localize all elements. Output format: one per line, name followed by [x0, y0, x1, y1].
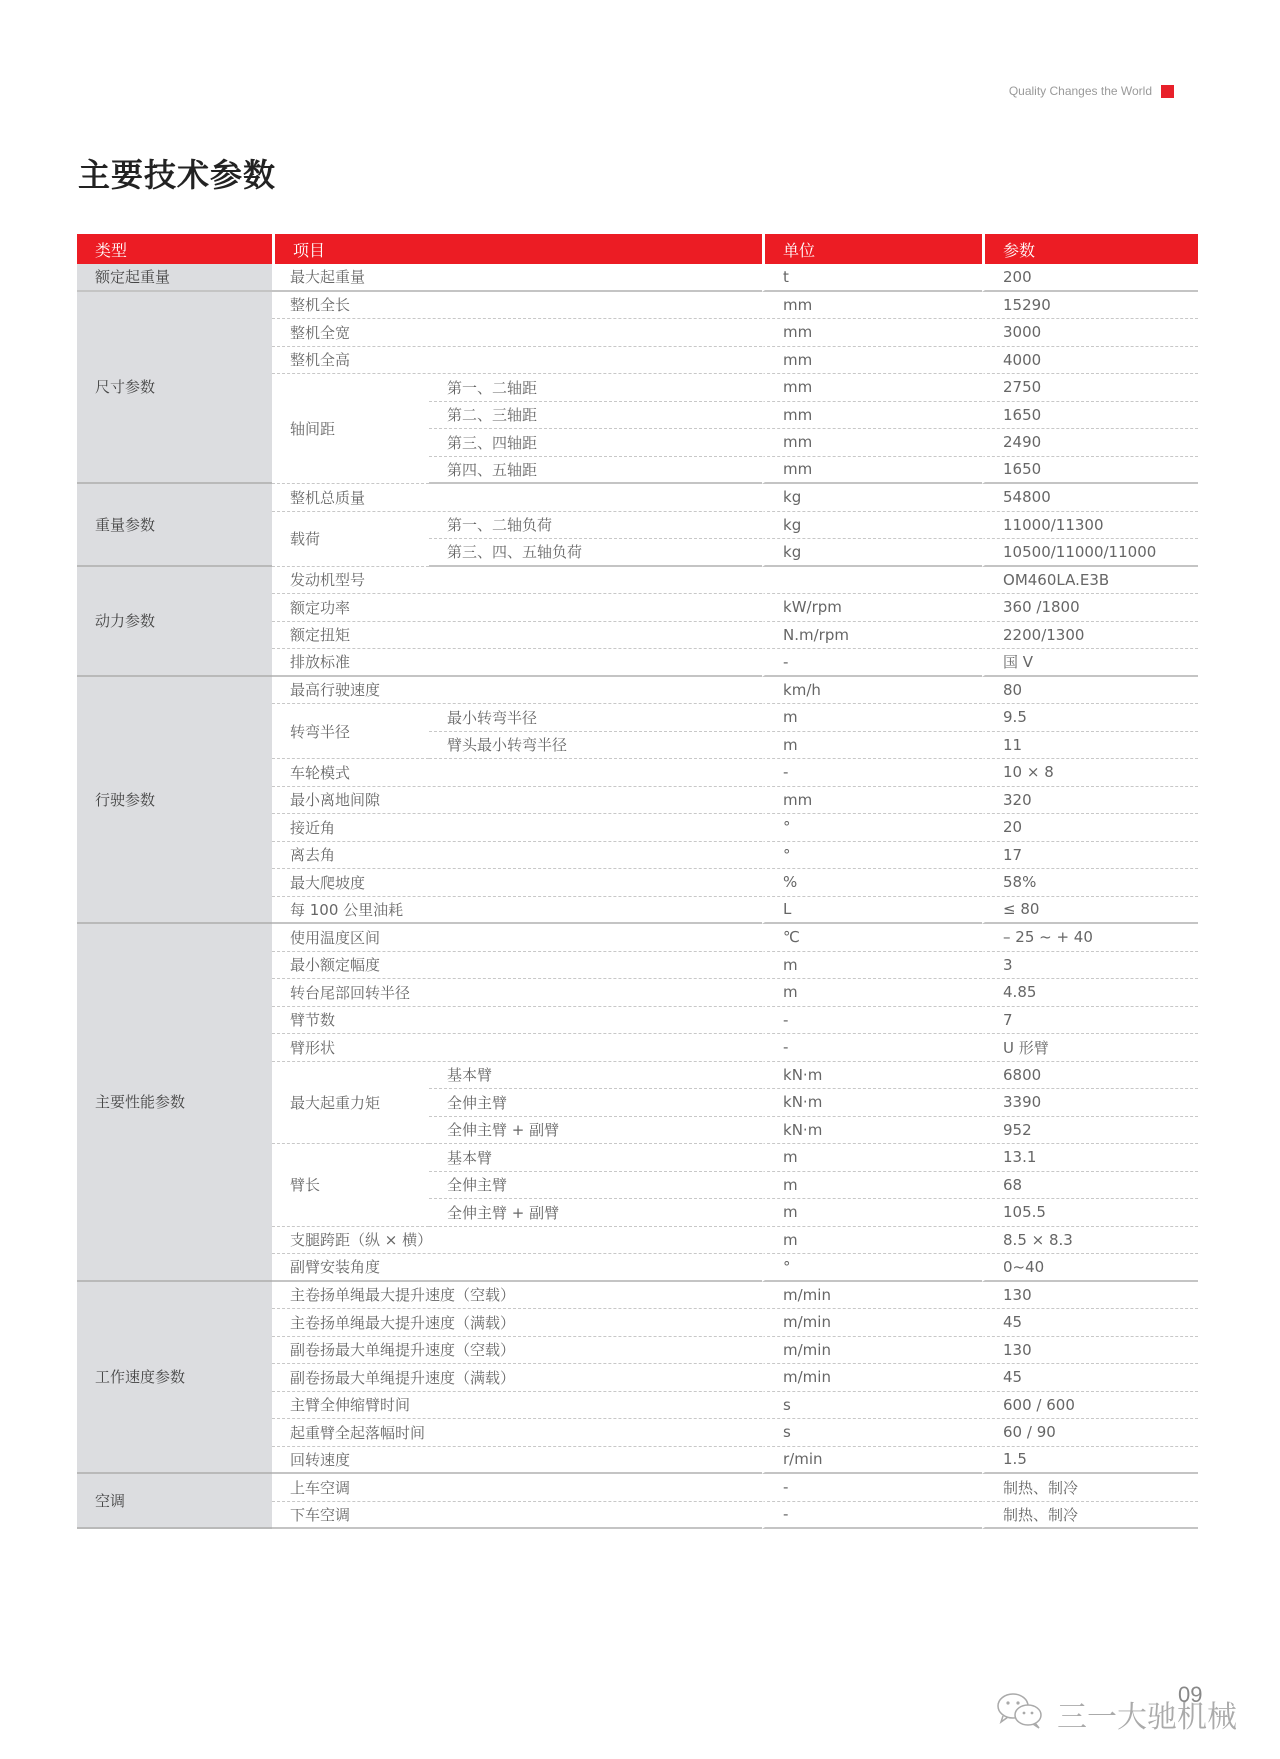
unit-cell: m: [762, 952, 982, 980]
unit-cell: kg: [762, 539, 982, 567]
value-cell: U 形臂: [982, 1034, 1198, 1062]
brand-name: 三一大驰机械: [1057, 1700, 1237, 1735]
value-cell: 200: [982, 264, 1198, 292]
value-cell: 13.1: [982, 1144, 1198, 1172]
value-cell: 60 / 90: [982, 1419, 1198, 1447]
value-cell: 10500/11000/11000: [982, 539, 1198, 567]
value-cell: 45: [982, 1364, 1198, 1392]
value-cell: 1650: [982, 457, 1198, 485]
footer-logo: [995, 1682, 1237, 1738]
sub-item-cell: 基本臂: [429, 1062, 762, 1090]
spec-table: [77, 234, 1198, 1529]
value-cell: ≤ 80: [982, 897, 1198, 925]
sub-item-cell: 第一、二轴负荷: [429, 512, 762, 540]
item-cell: 副卷扬最大单绳提升速度（满载）: [272, 1364, 762, 1392]
item-cell: 发动机型号: [272, 567, 762, 595]
value-cell: 10 × 8: [982, 759, 1198, 787]
unit-cell: m: [762, 704, 982, 732]
column-header-type: 类型: [77, 234, 272, 264]
item-cell: 接近角: [272, 814, 762, 842]
unit-cell: m: [762, 1144, 982, 1172]
unit-cell: t: [762, 264, 982, 292]
value-cell: 20: [982, 814, 1198, 842]
unit-cell: -: [762, 759, 982, 787]
item-cell: 上车空调: [272, 1474, 762, 1502]
unit-cell: °: [762, 842, 982, 870]
item-cell: 臂节数: [272, 1007, 762, 1035]
value-cell: 58%: [982, 869, 1198, 897]
value-cell: 1.5: [982, 1447, 1198, 1475]
column-header-item: 项目: [272, 234, 762, 264]
value-cell: 2750: [982, 374, 1198, 402]
page-number: 09: [1178, 1682, 1203, 1707]
value-cell: 6800: [982, 1062, 1198, 1090]
unit-cell: ℃: [762, 924, 982, 952]
value-cell: 45: [982, 1309, 1198, 1337]
item-cell: 下车空调: [272, 1502, 762, 1530]
unit-cell: mm: [762, 402, 982, 430]
page-title: 主要技术参数: [78, 156, 277, 194]
value-cell: 130: [982, 1337, 1198, 1365]
unit-cell: -: [762, 1474, 982, 1502]
item-cell: 最大起重量: [272, 264, 762, 292]
unit-cell: °: [762, 814, 982, 842]
value-cell: 15290: [982, 292, 1198, 320]
unit-cell: mm: [762, 292, 982, 320]
unit-cell: °: [762, 1254, 982, 1282]
table-row: [77, 1474, 1198, 1502]
unit-cell: L: [762, 897, 982, 925]
item-cell: 载荷: [272, 512, 429, 567]
table-row: [77, 567, 1198, 595]
item-cell: 臂形状: [272, 1034, 762, 1062]
item-cell: 轴间距: [272, 374, 429, 484]
sub-item-cell: 第二、三轴距: [429, 402, 762, 430]
item-cell: 支腿跨距（纵 × 横）: [272, 1227, 762, 1255]
category-cell: 行驶参数: [77, 677, 272, 925]
sub-item-cell: 最小转弯半径: [429, 704, 762, 732]
item-cell: 离去角: [272, 842, 762, 870]
unit-cell: m/min: [762, 1309, 982, 1337]
value-cell: 4.85: [982, 979, 1198, 1007]
table-row: [77, 677, 1198, 705]
unit-cell: m: [762, 732, 982, 760]
item-cell: 副卷扬最大单绳提升速度（空载）: [272, 1337, 762, 1365]
unit-cell: m: [762, 1172, 982, 1200]
unit-cell: kN·m: [762, 1089, 982, 1117]
value-cell: 1650: [982, 402, 1198, 430]
value-cell: 105.5: [982, 1199, 1198, 1227]
value-cell: 11: [982, 732, 1198, 760]
value-cell: – 25 ~ + 40: [982, 924, 1198, 952]
table-row: [77, 924, 1198, 952]
unit-cell: -: [762, 1007, 982, 1035]
value-cell: 3390: [982, 1089, 1198, 1117]
wechat-icon: [995, 1690, 1047, 1738]
category-cell: 主要性能参数: [77, 924, 272, 1282]
value-cell: 17: [982, 842, 1198, 870]
tagline: [1009, 84, 1174, 98]
value-cell: 2490: [982, 429, 1198, 457]
value-cell: OM460LA.E3B: [982, 567, 1198, 595]
unit-cell: m/min: [762, 1364, 982, 1392]
sub-item-cell: 第三、四、五轴负荷: [429, 539, 762, 567]
value-cell: 2200/1300: [982, 622, 1198, 650]
item-cell: 额定功率: [272, 594, 762, 622]
value-cell: 952: [982, 1117, 1198, 1145]
sub-item-cell: 基本臂: [429, 1144, 762, 1172]
value-cell: 制热、制冷: [982, 1474, 1198, 1502]
tagline-text: Quality Changes the World: [1008, 84, 1152, 98]
table-row: [77, 292, 1198, 320]
sub-item-cell: 全伸主臂: [429, 1172, 762, 1200]
value-cell: 600 / 600: [982, 1392, 1198, 1420]
unit-cell: kg: [762, 484, 982, 512]
unit-cell: m: [762, 979, 982, 1007]
item-cell: 整机全高: [272, 347, 762, 375]
category-cell: 额定起重量: [77, 264, 272, 292]
value-cell: 320: [982, 787, 1198, 815]
value-cell: 360 /1800: [982, 594, 1198, 622]
unit-cell: kN·m: [762, 1117, 982, 1145]
unit-cell: %: [762, 869, 982, 897]
item-cell: 最小离地间隙: [272, 787, 762, 815]
item-cell: 每 100 公里油耗: [272, 897, 762, 925]
value-cell: 3: [982, 952, 1198, 980]
column-header-unit: 单位: [762, 234, 982, 264]
item-cell: 主卷扬单绳最大提升速度（空载）: [272, 1282, 762, 1310]
unit-cell: m/min: [762, 1337, 982, 1365]
value-cell: 130: [982, 1282, 1198, 1310]
item-cell: 起重臂全起落幅时间: [272, 1419, 762, 1447]
category-cell: 工作速度参数: [77, 1282, 272, 1475]
unit-cell: mm: [762, 374, 982, 402]
item-cell: 车轮模式: [272, 759, 762, 787]
value-cell: 11000/11300: [982, 512, 1198, 540]
value-cell: 0~40: [982, 1254, 1198, 1282]
table-row: [77, 264, 1198, 292]
item-cell: 使用温度区间: [272, 924, 762, 952]
unit-cell: mm: [762, 347, 982, 375]
item-cell: 最高行驶速度: [272, 677, 762, 705]
table-header-row: [77, 234, 1198, 264]
unit-cell: kW/rpm: [762, 594, 982, 622]
item-cell: 排放标准: [272, 649, 762, 677]
item-cell: 整机全长: [272, 292, 762, 320]
unit-cell: mm: [762, 429, 982, 457]
unit-cell: kg: [762, 512, 982, 540]
item-cell: 最大爬坡度: [272, 869, 762, 897]
value-cell: 3000: [982, 319, 1198, 347]
sub-item-cell: 全伸主臂 + 副臂: [429, 1117, 762, 1145]
value-cell: 68: [982, 1172, 1198, 1200]
column-header-value: 参数: [982, 234, 1198, 264]
item-cell: 回转速度: [272, 1447, 762, 1475]
value-cell: 4000: [982, 347, 1198, 375]
unit-cell: mm: [762, 787, 982, 815]
table-row: [77, 1282, 1198, 1310]
value-cell: 国 V: [982, 649, 1198, 677]
sub-item-cell: 第三、四轴距: [429, 429, 762, 457]
unit-cell: m/min: [762, 1282, 982, 1310]
item-cell: 主臂全伸缩臂时间: [272, 1392, 762, 1420]
sub-item-cell: 第四、五轴距: [429, 457, 762, 485]
spec-table-body: [77, 264, 1198, 1529]
item-cell: 副臂安装角度: [272, 1254, 762, 1282]
item-cell: 臂长: [272, 1144, 429, 1227]
item-cell: 整机全宽: [272, 319, 762, 347]
item-cell: 转台尾部回转半径: [272, 979, 762, 1007]
unit-cell: s: [762, 1419, 982, 1447]
brand-square-icon: [1161, 85, 1174, 98]
item-cell: 额定扭矩: [272, 622, 762, 650]
unit-cell: -: [762, 1502, 982, 1530]
item-cell: 转弯半径: [272, 704, 429, 759]
item-cell: 最大起重力矩: [272, 1062, 429, 1145]
sub-item-cell: 臂头最小转弯半径: [429, 732, 762, 760]
item-cell: 最小额定幅度: [272, 952, 762, 980]
item-cell: 整机总质量: [272, 484, 762, 512]
value-cell: 80: [982, 677, 1198, 705]
category-cell: 重量参数: [77, 484, 272, 567]
table-row: [77, 484, 1198, 512]
value-cell: 9.5: [982, 704, 1198, 732]
unit-cell: -: [762, 649, 982, 677]
value-cell: 8.5 × 8.3: [982, 1227, 1198, 1255]
unit-cell: mm: [762, 319, 982, 347]
unit-cell: m: [762, 1227, 982, 1255]
value-cell: 制热、制冷: [982, 1502, 1198, 1530]
unit-cell: mm: [762, 457, 982, 485]
value-cell: 7: [982, 1007, 1198, 1035]
unit-cell: -: [762, 1034, 982, 1062]
unit-cell: s: [762, 1392, 982, 1420]
unit-cell: km/h: [762, 677, 982, 705]
category-cell: 动力参数: [77, 567, 272, 677]
unit-cell: m: [762, 1199, 982, 1227]
sub-item-cell: 全伸主臂: [429, 1089, 762, 1117]
sub-item-cell: 第一、二轴距: [429, 374, 762, 402]
unit-cell: kN·m: [762, 1062, 982, 1090]
unit-cell: r/min: [762, 1447, 982, 1475]
category-cell: 空调: [77, 1474, 272, 1529]
category-cell: 尺寸参数: [77, 292, 272, 485]
item-cell: 主卷扬单绳最大提升速度（满载）: [272, 1309, 762, 1337]
unit-cell: N.m/rpm: [762, 622, 982, 650]
sub-item-cell: 全伸主臂 + 副臂: [429, 1199, 762, 1227]
unit-cell: [762, 567, 982, 595]
value-cell: 54800: [982, 484, 1198, 512]
